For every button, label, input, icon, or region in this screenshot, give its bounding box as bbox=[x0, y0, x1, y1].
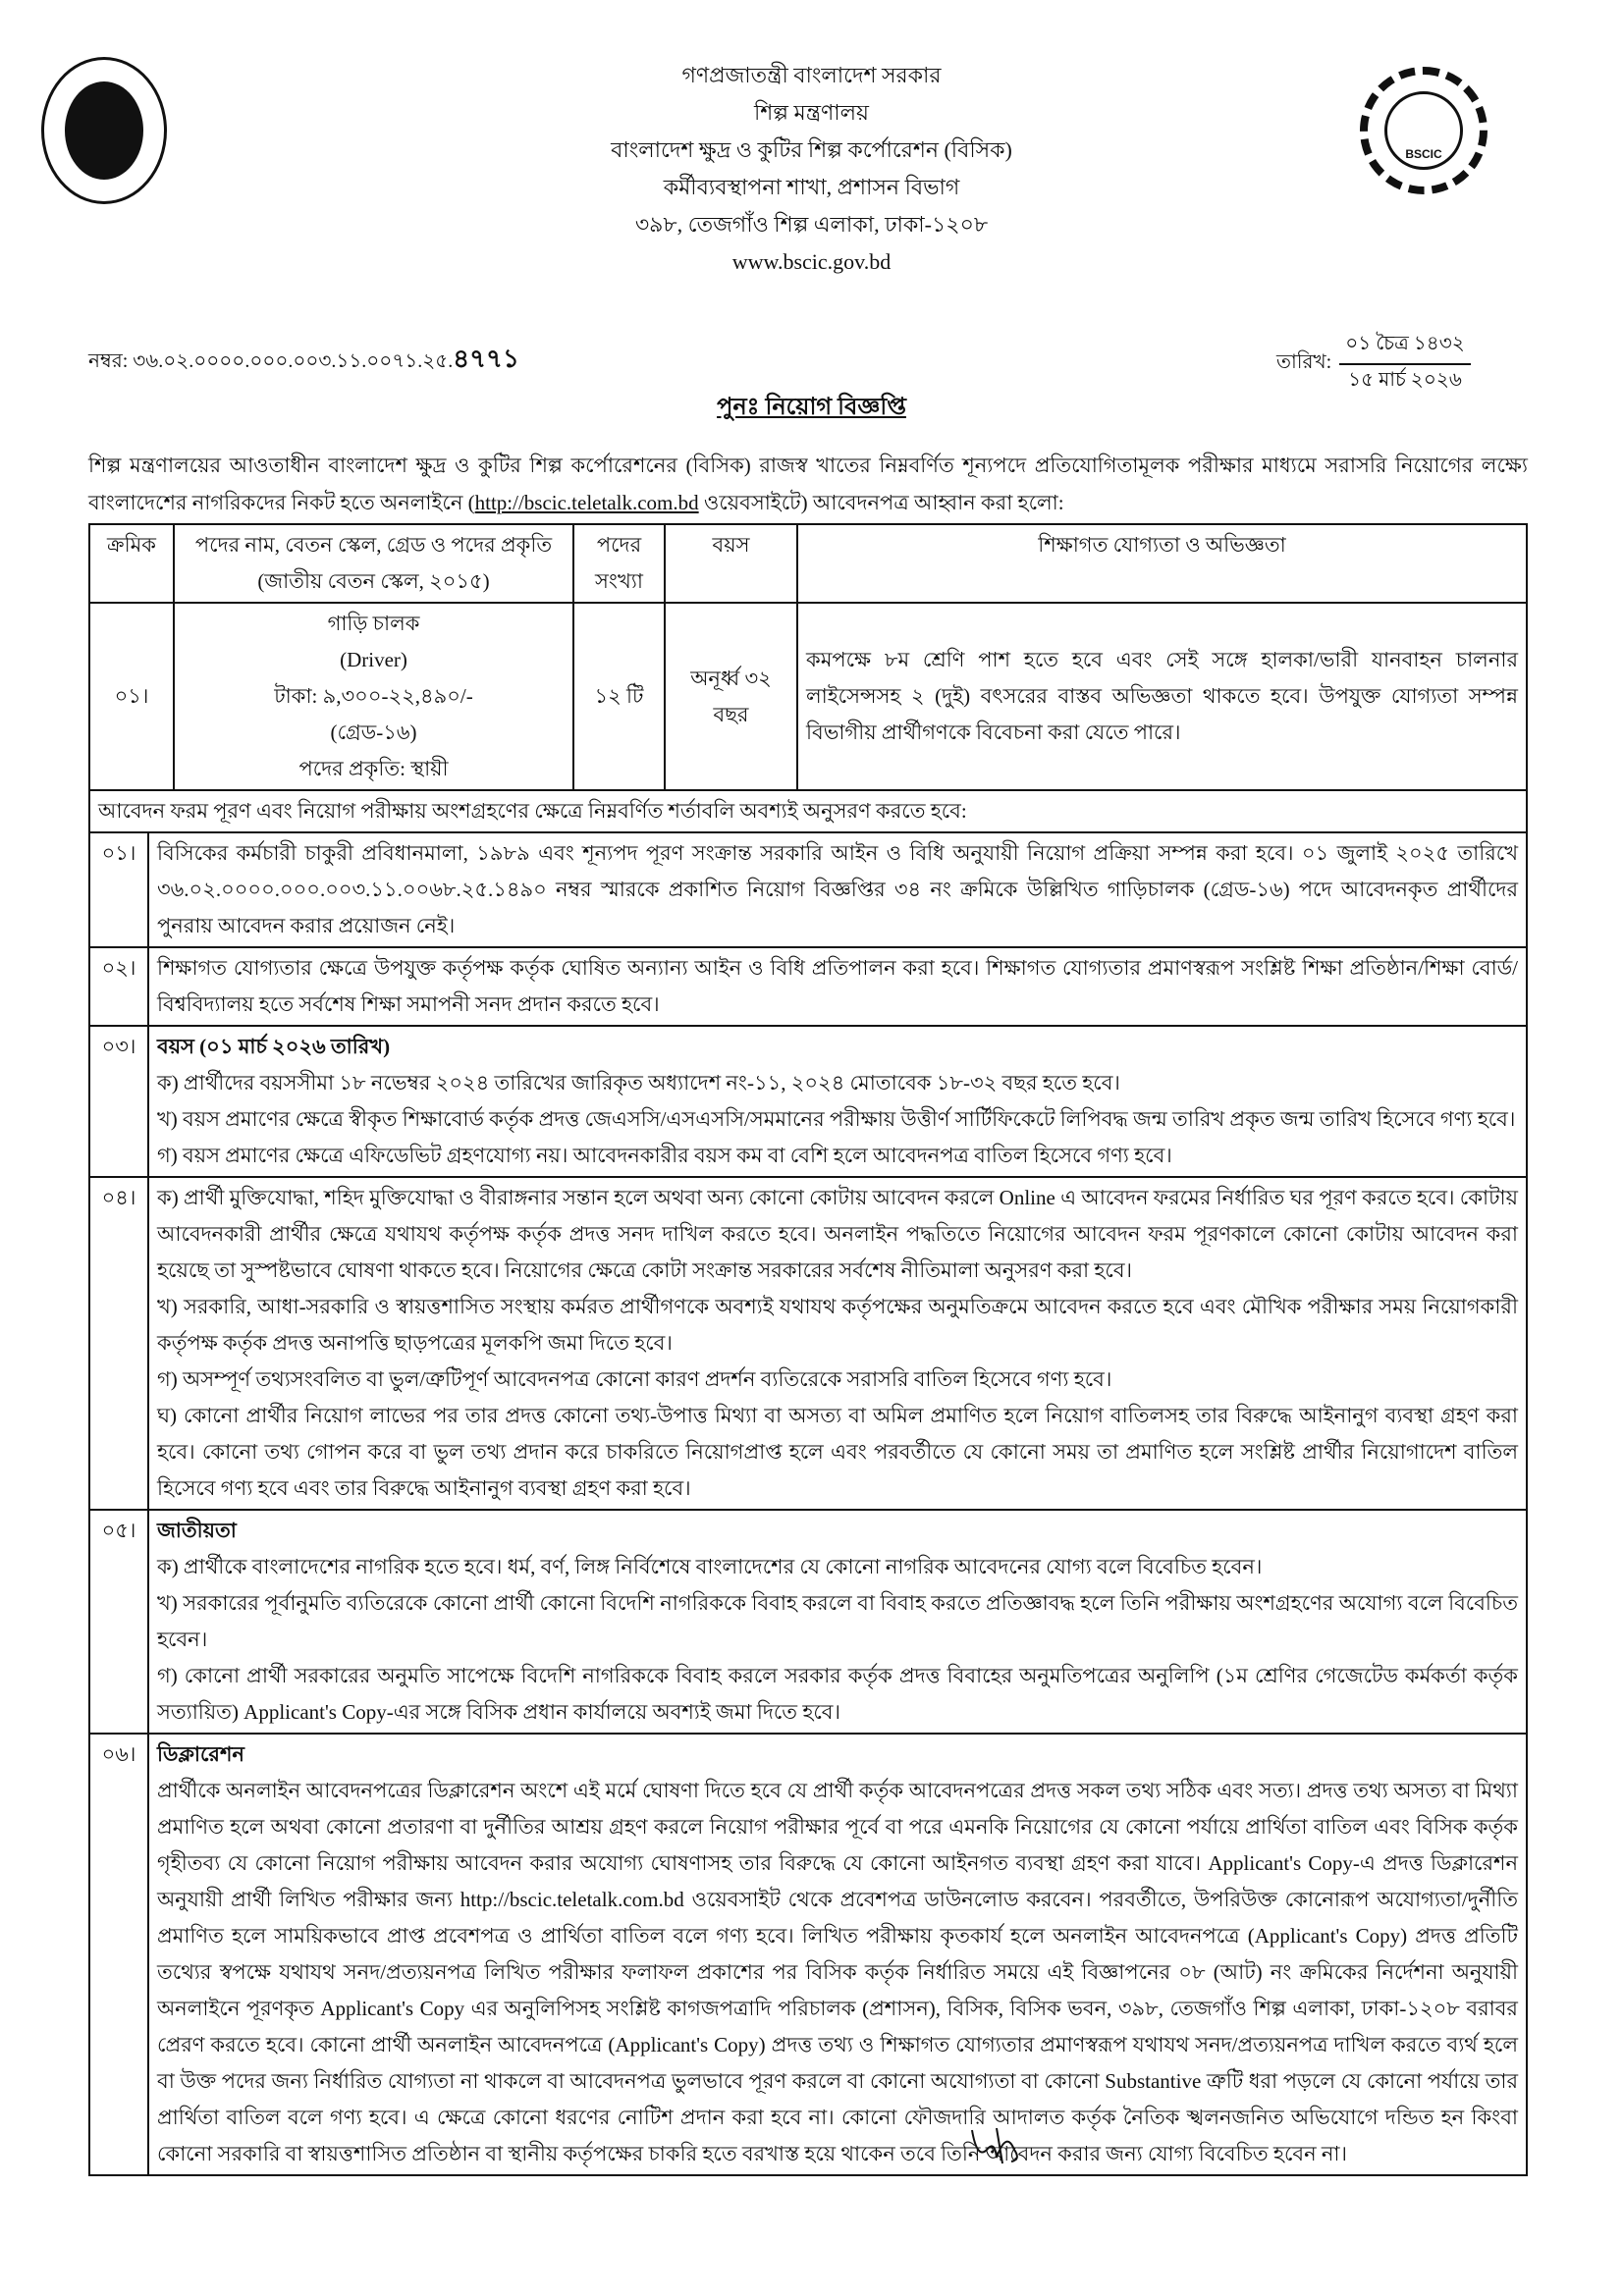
letterhead bbox=[0, 57, 1623, 281]
condition-paragraph: শিক্ষাগত যোগ্যতার ক্ষেত্রে উপযুক্ত কর্তৃপক্ষ কর্তৃক ঘোষিত অন্যান্য আইন ও বিধি প্রতিপালন করা হবে। শিক্ষাগত যোগ্যতার প্রমাণস্বরূপ সংশ্লিষ্ট শিক্ষা প্রতিষ্ঠান/শিক্ষা বোর্ড/বিশ্ববিদ্যালয় হতে সর্বশেষ শিক্ষা সমাপনী সনদ প্রদান করতে হবে। bbox=[157, 956, 1518, 1016]
condition-paragraph: প্রার্থীকে অনলাইন আবেদনপত্রের ডিক্লারেশন অংশে এই মর্মে ঘোষণা দিতে হবে যে প্রার্থী কর্তৃক আবেদনপত্রের প্রদত্ত সকল তথ্য সঠিক এবং সত্য। প্রদত্ত তথ্য অসত্য বা মিথ্যা প্রমাণিত হলে অথবা কোনো প্রতারণা বা দুর্নীতির আশ্রয় গ্রহণ করলে নিয়োগ পরীক্ষার পূর্বে বা পরে এমনকি নিয়োগের যে কোনো পর্যায়ে প্রার্থিতা বাতিল এবং বিসিক কর্তৃক গৃহীতব্য যে কোনো নিয়োগ পরীক্ষায় আবেদন করার অযোগ্য ঘোষণাসহ তার বিরুদ্ধে যে কোনো আইনগত ব্যবস্থা গ্রহণ করা যাবে। Applicant's Copy-এ প্রদত্ত ডিক্লারেশন অনুযায়ী প্রার্থী লিখিত পরীক্ষার জন্য http://bscic.teletalk.com.bd ওয়েবসাইট থেকে প্রবেশপত্র ডাউনলোড করবেন। পরবর্তীতে, উপরিউক্ত কোনোরূপ অযোগ্যতা/দুর্নীতি প্রমাণিত হলে সাময়িকভাবে প্রাপ্ত প্রবেশপত্র ও প্রার্থিতা বাতিল বলে গণ্য হবে। লিখিত পরীক্ষায় কৃতকার্য হলে অনলাইন আবেদনপত্রে (Applicant's Copy) প্রদত্ত প্রতিটি তথ্যের স্বপক্ষে যথাযথ সনদ/প্রত্যয়নপত্র লিখিত পরীক্ষার ফলাফল প্রকাশের পর বিসিক কর্তৃক নির্ধারিত সময়ে এই বিজ্ঞাপনের ০৮ (আট) নং ক্রমিকের নির্দেশনা অনুযায়ী অনলাইনে পূরণকৃত Applicant's Copy এর অনুলিপিসহ সংশ্লিষ্ট কাগজপত্রাদি পরিচালক (প্রশাসন), বিসিক, বিসিক ভবন, ৩৯৮, তেজগাঁও শিল্প এলাকা, ঢাকা-১২০৮ বরাবর প্রেরণ করতে হবে। কোনো প্রার্থী অনলাইন আবেদনপত্রে (Applicant's Copy) প্রদত্ত তথ্য ও শিক্ষাগত যোগ্যতার প্রমাণস্বরূপ যথাযথ সনদ/প্রত্যয়নপত্র দাখিল করতে ব্যর্থ হলে বা উক্ত পদের জন্য নির্ধারিত যোগ্যতা না থাকলে বা আবেদনপত্র ভুলভাবে পূরণ করলে বা কোনো অযোগ্যতা বা কোনো Substantive ত্রুটি ধরা পড়লে যে কোনো পর্যায়ে তার প্রার্থিতা বাতিল বলে গণ্য হবে। এ ক্ষেত্রে কোনো ধরণের নোটিশ প্রদান করা হবে না। কোনো ফৌজদারি আদালত কর্তৃক নৈতিক স্খলনজনিত অভিযোগে দন্ডিত হন কিংবা কোনো সরকারি বা স্বায়ত্তশাসিত প্রতিষ্ঠান বা স্থানীয় কর্তৃপক্ষের চাকরি হতে বরখাস্ত হয়ে থাকেন তবে তিনি আবেদন করার জন্য যোগ্য বিবেচিত হবেন না। bbox=[157, 1779, 1518, 2165]
memo-handwritten: ৪৭৭১ bbox=[453, 345, 519, 373]
header-age: বয়স bbox=[665, 524, 797, 603]
condition-paragraph: ক) প্রার্থীকে বাংলাদেশের নাগরিক হতে হবে। ধর্ম, বর্ণ, লিঙ্গ নির্বিশেষে বাংলাদেশের যে কোনো নাগরিক আবেদনের যোগ্য বলে বিবেচিত হবেন। bbox=[157, 1555, 1263, 1578]
condition-number: ০২। bbox=[89, 947, 148, 1026]
condition-paragraph: ঘ) কোনো প্রার্থীর নিয়োগ লাভের পর তার প্রদত্ত কোনো তথ্য-উপাত্ত মিথ্যা বা অসত্য বা অমিল প্রমাণিত হলে নিয়োগ বাতিলসহ তার বিরুদ্ধে আইনানুগ ব্যবস্থা গ্রহণ করা হবে। কোনো তথ্য গোপন করে বা ভুল তথ্য প্রদান করে চাকরিতে নিয়োগপ্রাপ্ত হলে এবং পরবর্তীতে যে কোনো সময় তা প্রমাণিত হলে সংশ্লিষ্ট প্রার্থীর নিয়োগাদেশ বাতিল হিসেবে গণ্য হবে এবং তার বিরুদ্ধে আইনানুগ ব্যবস্থা গ্রহণ করা হবে। bbox=[157, 1404, 1518, 1500]
header-count: পদের সংখ্যা bbox=[573, 524, 665, 603]
condition-number: ০৬। bbox=[89, 1734, 148, 2175]
condition-paragraph: গ) কোনো প্রার্থী সরকারের অনুমতি সাপেক্ষে বিদেশি নাগরিককে বিবাহ করলে সরকার কর্তৃক প্রদত্ত বিবাহের অনুমতিপত্রের অনুলিপি (১ম শ্রেণির গেজেটেড কর্মকর্তা কর্তৃক সত্যায়িত) Applicant's Copy-এর সঙ্গে বিসিক প্রধান কার্যালয়ে অবশ্যই জমা দিতে হবে। bbox=[157, 1664, 1518, 1724]
condition-row bbox=[89, 1026, 1527, 1177]
header-serial: ক্রমিক bbox=[89, 524, 174, 603]
conditions-intro: আবেদন ফরম পূরণ এবং নিয়োগ পরীক্ষায় অংশগ্রহণের ক্ষেত্রে নিম্নবর্ণিত শর্তাবলি অবশ্যই অনুসরণ করতে হবে: bbox=[89, 790, 1527, 832]
condition-heading: জাতীয়তা bbox=[157, 1519, 237, 1542]
header-post: পদের নাম, বেতন স্কেল, গ্রেড ও পদের প্রকৃতি (জাতীয় বেতন স্কেল, ২০১৫) bbox=[174, 524, 573, 603]
condition-paragraph: খ) সরকারের পূর্বানুমতি ব্যতিরেকে কোনো প্রার্থী কোনো বিদেশি নাগরিককে বিবাহ করলে বা বিবাহ করতে প্রতিজ্ঞাবদ্ধ হলে তিনি পরীক্ষায় অংশগ্রহণের অযোগ্য বলে বিবেচিত হবেন। bbox=[157, 1591, 1518, 1651]
pay-scale: টাকা: ৯,৩০০-২২,৪৯০/- bbox=[274, 684, 473, 708]
memo-number bbox=[88, 339, 519, 382]
letterhead-line: শিল্প মন্ত্রণালয় bbox=[753, 100, 870, 125]
intro-text: শিল্প মন্ত্রণালয়ের আওতাধীন বাংলাদেশ ক্ষুদ্র ও কুটির শিল্প কর্পোরেশনের (বিসিক) রাজস্ব খাতের নিম্নবর্ণিত শূন্যপদে প্রতিযোগিতামূলক পরীক্ষার মাধ্যমে সরাসরি নিয়োগের লক্ষ্যে বাংলাদেশের নাগরিকদের নিকট হতে অনলাইনে ( bbox=[88, 454, 1528, 514]
letterhead-line: বাংলাদেশ ক্ষুদ্র ও কুটির শিল্প কর্পোরেশন (বিসিক) bbox=[611, 137, 1012, 162]
condition-body bbox=[148, 947, 1527, 1026]
posts-table bbox=[88, 523, 1528, 791]
condition-row bbox=[89, 1734, 1527, 2175]
condition-row bbox=[89, 832, 1527, 947]
condition-paragraph: ক) প্রার্থী মুক্তিযোদ্ধা, শহিদ মুক্তিযোদ্ধা ও বীরাঙ্গনার সন্তান হলে অথবা অন্য কোনো কোটায় আবেদন করলে Online এ আবেদন ফরমের নির্ধারিত ঘর পূরণ করতে হবে। কোটায় আবেদনকারী প্রার্থীর ক্ষেত্রে যথাযথ কর্তৃপক্ষ কর্তৃক প্রদত্ত সনদ দাখিল করতে হবে। অনলাইন পদ্ধতিতে নিয়োগের আবেদন ফরম পূরণকালে কোনো কোটায় আবেদন করা হয়েছে তা সুস্পষ্টভাবে ঘোষণা থাকতে হবে। নিয়োগের ক্ষেত্রে কোটা সংক্রান্ত সরকারের সর্বশেষ নীতিমালা অনুসরণ করা হবে। bbox=[157, 1186, 1518, 1282]
condition-paragraph: খ) সরকারি, আধা-সরকারি ও স্বায়ত্তশাসিত সংস্থায় কর্মরত প্রার্থীগণকে অবশ্যই যথাযথ কর্তৃপক্ষের অনুমতিক্রমে আবেদন করতে হবে এবং মৌখিক পরীক্ষার সময় নিয়োগকারী কর্তৃপক্ষ কর্তৃক প্রদত্ত অনাপত্তি ছাড়পত্রের মূলকপি জমা দিতে হবে। bbox=[157, 1295, 1518, 1355]
memo-label: নম্বর: bbox=[88, 350, 129, 372]
condition-body bbox=[148, 832, 1527, 947]
serial: ০১। bbox=[89, 603, 174, 790]
condition-row bbox=[89, 1510, 1527, 1734]
condition-heading: ডিক্লারেশন bbox=[157, 1742, 244, 1766]
letterhead-line: ৩৯৮, তেজগাঁও শিল্প এলাকা, ঢাকা-১২০৮ bbox=[634, 212, 989, 237]
condition-paragraph: গ) বয়স প্রমাণের ক্ষেত্রে এফিডেভিট গ্রহণযোগ্য নয়। আবেদনকারীর বয়স কম বা বেশি হলে আবেদনপত্র বাতিল হিসেবে গণ্য হবে। bbox=[157, 1144, 1172, 1167]
condition-heading: বয়স (০১ মার্চ ২০২৬ তারিখ) bbox=[157, 1035, 391, 1058]
conditions-table bbox=[88, 789, 1528, 2176]
condition-number: ০৫। bbox=[89, 1510, 148, 1734]
conditions-intro-row bbox=[89, 790, 1527, 832]
bscic-logo-text: BSCIC bbox=[1384, 91, 1463, 170]
condition-row bbox=[89, 1177, 1527, 1510]
date-label: তারিখ: bbox=[1276, 350, 1332, 373]
letterhead-line: গণপ্রজাতন্ত্রী বাংলাদেশ সরকার bbox=[681, 63, 942, 87]
qualification: কমপক্ষে ৮ম শ্রেণি পাশ হতে হবে এবং সেই সঙ্গে হালকা/ভারী যানবাহন চালনার লাইসেন্সসহ ২ (দুই) বৎসরের বাস্তব অভিজ্ঞতা থাকতে হবে। উপযুক্ত যোগ্যতা সম্পন্ন বিভাগীয় প্রার্থীগণকে বিবেচনা করা যেতে পারে। bbox=[797, 603, 1527, 790]
condition-row bbox=[89, 947, 1527, 1026]
website: www.bscic.gov.bd bbox=[731, 249, 892, 274]
condition-paragraph: গ) অসম্পূর্ণ তথ্যসংবলিত বা ভুল/ত্রুটিপূর্ণ আবেদনপত্র কোনো কারণ প্রদর্শন ব্যতিরেকে সরাসরি বাতিল হিসেবে গণ্য হবে। bbox=[157, 1367, 1112, 1391]
condition-paragraph: বিসিকের কর্মচারী চাকুরী প্রবিধানমালা, ১৯৮৯ এবং শূন্যপদ পূরণ সংক্রান্ত সরকারি আইন ও বিধি অনুযায়ী নিয়োগ প্রক্রিয়া সম্পন্ন করা হবে। ০১ জুলাই ২০২৫ তারিখে ৩৬.০২.০০০০.০০০.০০৩.১১.০০৬৮.২৫.১৪৯০ নম্বর স্মারকে প্রকাশিত নিয়োগ বিজ্ঞপ্তির ৩৪ নং ক্রমিকে উল্লিখিত গাড়িচালক (গ্রেড-১৬) পদে আবেদনকৃত প্রার্থীদের পুনরায় আবেদন করার প্রয়োজন নেই। bbox=[157, 841, 1518, 937]
application-link[interactable]: http://bscic.teletalk.com.bd bbox=[474, 491, 699, 514]
table-row bbox=[89, 603, 1527, 790]
letterhead-line: কর্মীব্যবস্থাপনা শাখা, প্রশাসন বিভাগ bbox=[663, 175, 960, 199]
condition-paragraph: খ) বয়স প্রমাণের ক্ষেত্রে স্বীকৃত শিক্ষাবোর্ড কর্তৃক প্রদত্ত জেএসসি/এসএসসি/সমমানের পরীক্ষায় উত্তীর্ণ সার্টিফিকেটে লিপিবদ্ধ জন্ম তারিখ প্রকৃত জন্ম তারিখ হিসেবে গণ্য হবে। bbox=[157, 1107, 1516, 1131]
date-block bbox=[1276, 329, 1471, 398]
notice-title: পুনঃ নিয়োগ বিজ্ঞপ্তি bbox=[717, 395, 906, 420]
condition-body bbox=[148, 1026, 1527, 1177]
date-english: ১৫ মার্চ ২০২৬ bbox=[1348, 369, 1462, 391]
condition-paragraph: ক) প্রার্থীদের বয়সসীমা ১৮ নভেম্বর ২০২৪ তারিখের জারিকৃত অধ্যাদেশ নং-১১, ২০২৪ মোতাবেক ১৮-৩২ বছর হতে হবে। bbox=[157, 1071, 1120, 1095]
post-name-en: (Driver) bbox=[340, 648, 407, 671]
header-qualification: শিক্ষাগত যোগ্যতা ও অভিজ্ঞতা bbox=[797, 524, 1527, 603]
intro-paragraph bbox=[88, 447, 1528, 521]
condition-body bbox=[148, 1510, 1527, 1734]
condition-number: ০৪। bbox=[89, 1177, 148, 1510]
post-name: গাড়ি চালক bbox=[327, 612, 420, 635]
post-count: ১২ টি bbox=[573, 603, 665, 790]
age-limit: অনূর্ধ্ব ৩২ বছর bbox=[665, 603, 797, 790]
grade: (গ্রেড-১৬) bbox=[330, 721, 417, 744]
intro-text-end: ওয়েবসাইটে) আবেদনপত্র আহ্বান করা হলো: bbox=[698, 491, 1064, 514]
condition-body bbox=[148, 1734, 1527, 2175]
condition-number: ০১। bbox=[89, 832, 148, 947]
signature bbox=[967, 2120, 1026, 2167]
post-details bbox=[174, 603, 573, 790]
condition-body bbox=[148, 1177, 1527, 1510]
memo-value: ৩৬.০২.০০০০.০০০.০০৩.১১.০০৭১.২৫. bbox=[133, 350, 454, 372]
date-bangla: ০১ চৈত্র ১৪৩২ bbox=[1339, 329, 1471, 365]
condition-number: ০৩। bbox=[89, 1026, 148, 1177]
table-header-row bbox=[89, 524, 1527, 603]
post-nature: পদের প্রকৃতি: স্থায়ী bbox=[298, 757, 449, 780]
